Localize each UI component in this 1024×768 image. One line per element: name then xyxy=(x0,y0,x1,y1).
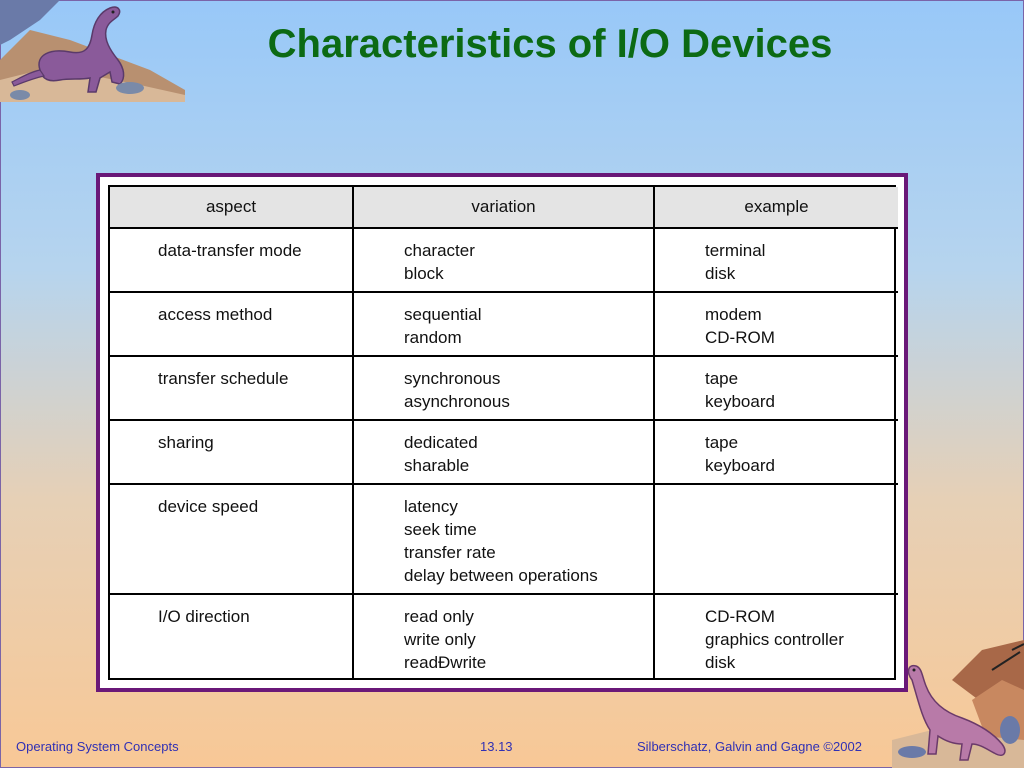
example-cell: terminal disk xyxy=(654,228,898,292)
variation-cell: read only write only readĐwrite xyxy=(353,594,654,678)
footer-course-title: Operating System Concepts xyxy=(16,739,179,754)
example-cell: tape keyboard xyxy=(654,420,898,484)
table-row xyxy=(110,228,898,292)
aspect-cell: access method xyxy=(110,292,353,356)
aspect-cell: I/O direction xyxy=(110,594,353,678)
footer-page-number: 13.13 xyxy=(480,739,513,754)
io-characteristics-table xyxy=(110,187,898,678)
table-row xyxy=(110,484,898,594)
variation-cell: sequential random xyxy=(353,292,654,356)
example-cell: modem CD-ROM xyxy=(654,292,898,356)
variation-cell: synchronous asynchronous xyxy=(353,356,654,420)
header-example: example xyxy=(654,187,898,228)
example-cell xyxy=(654,484,898,594)
example-cell: CD-ROM graphics controller disk xyxy=(654,594,898,678)
variation-cell: latency seek time transfer rate delay between operations xyxy=(353,484,654,594)
variation-cell: character block xyxy=(353,228,654,292)
example-cell: tape keyboard xyxy=(654,356,898,420)
aspect-cell: data-transfer mode xyxy=(110,228,353,292)
slide-title: Characteristics of I/O Devices xyxy=(267,22,833,66)
dinosaur-top-left-icon xyxy=(0,0,190,110)
aspect-cell: device speed xyxy=(110,484,353,594)
table-row xyxy=(110,292,898,356)
variation-cell: dedicated sharable xyxy=(353,420,654,484)
table-container xyxy=(108,185,896,680)
header-aspect: aspect xyxy=(110,187,353,228)
table-header-row xyxy=(110,187,898,228)
aspect-cell: sharing xyxy=(110,420,353,484)
table-row xyxy=(110,594,898,678)
table-row xyxy=(110,420,898,484)
table-frame xyxy=(96,173,908,692)
header-variation: variation xyxy=(353,187,654,228)
table-row xyxy=(110,356,898,420)
aspect-cell: transfer schedule xyxy=(110,356,353,420)
footer-copyright: Silberschatz, Galvin and Gagne ©2002 xyxy=(637,739,862,754)
dinosaur-bottom-right-icon xyxy=(892,640,1024,768)
